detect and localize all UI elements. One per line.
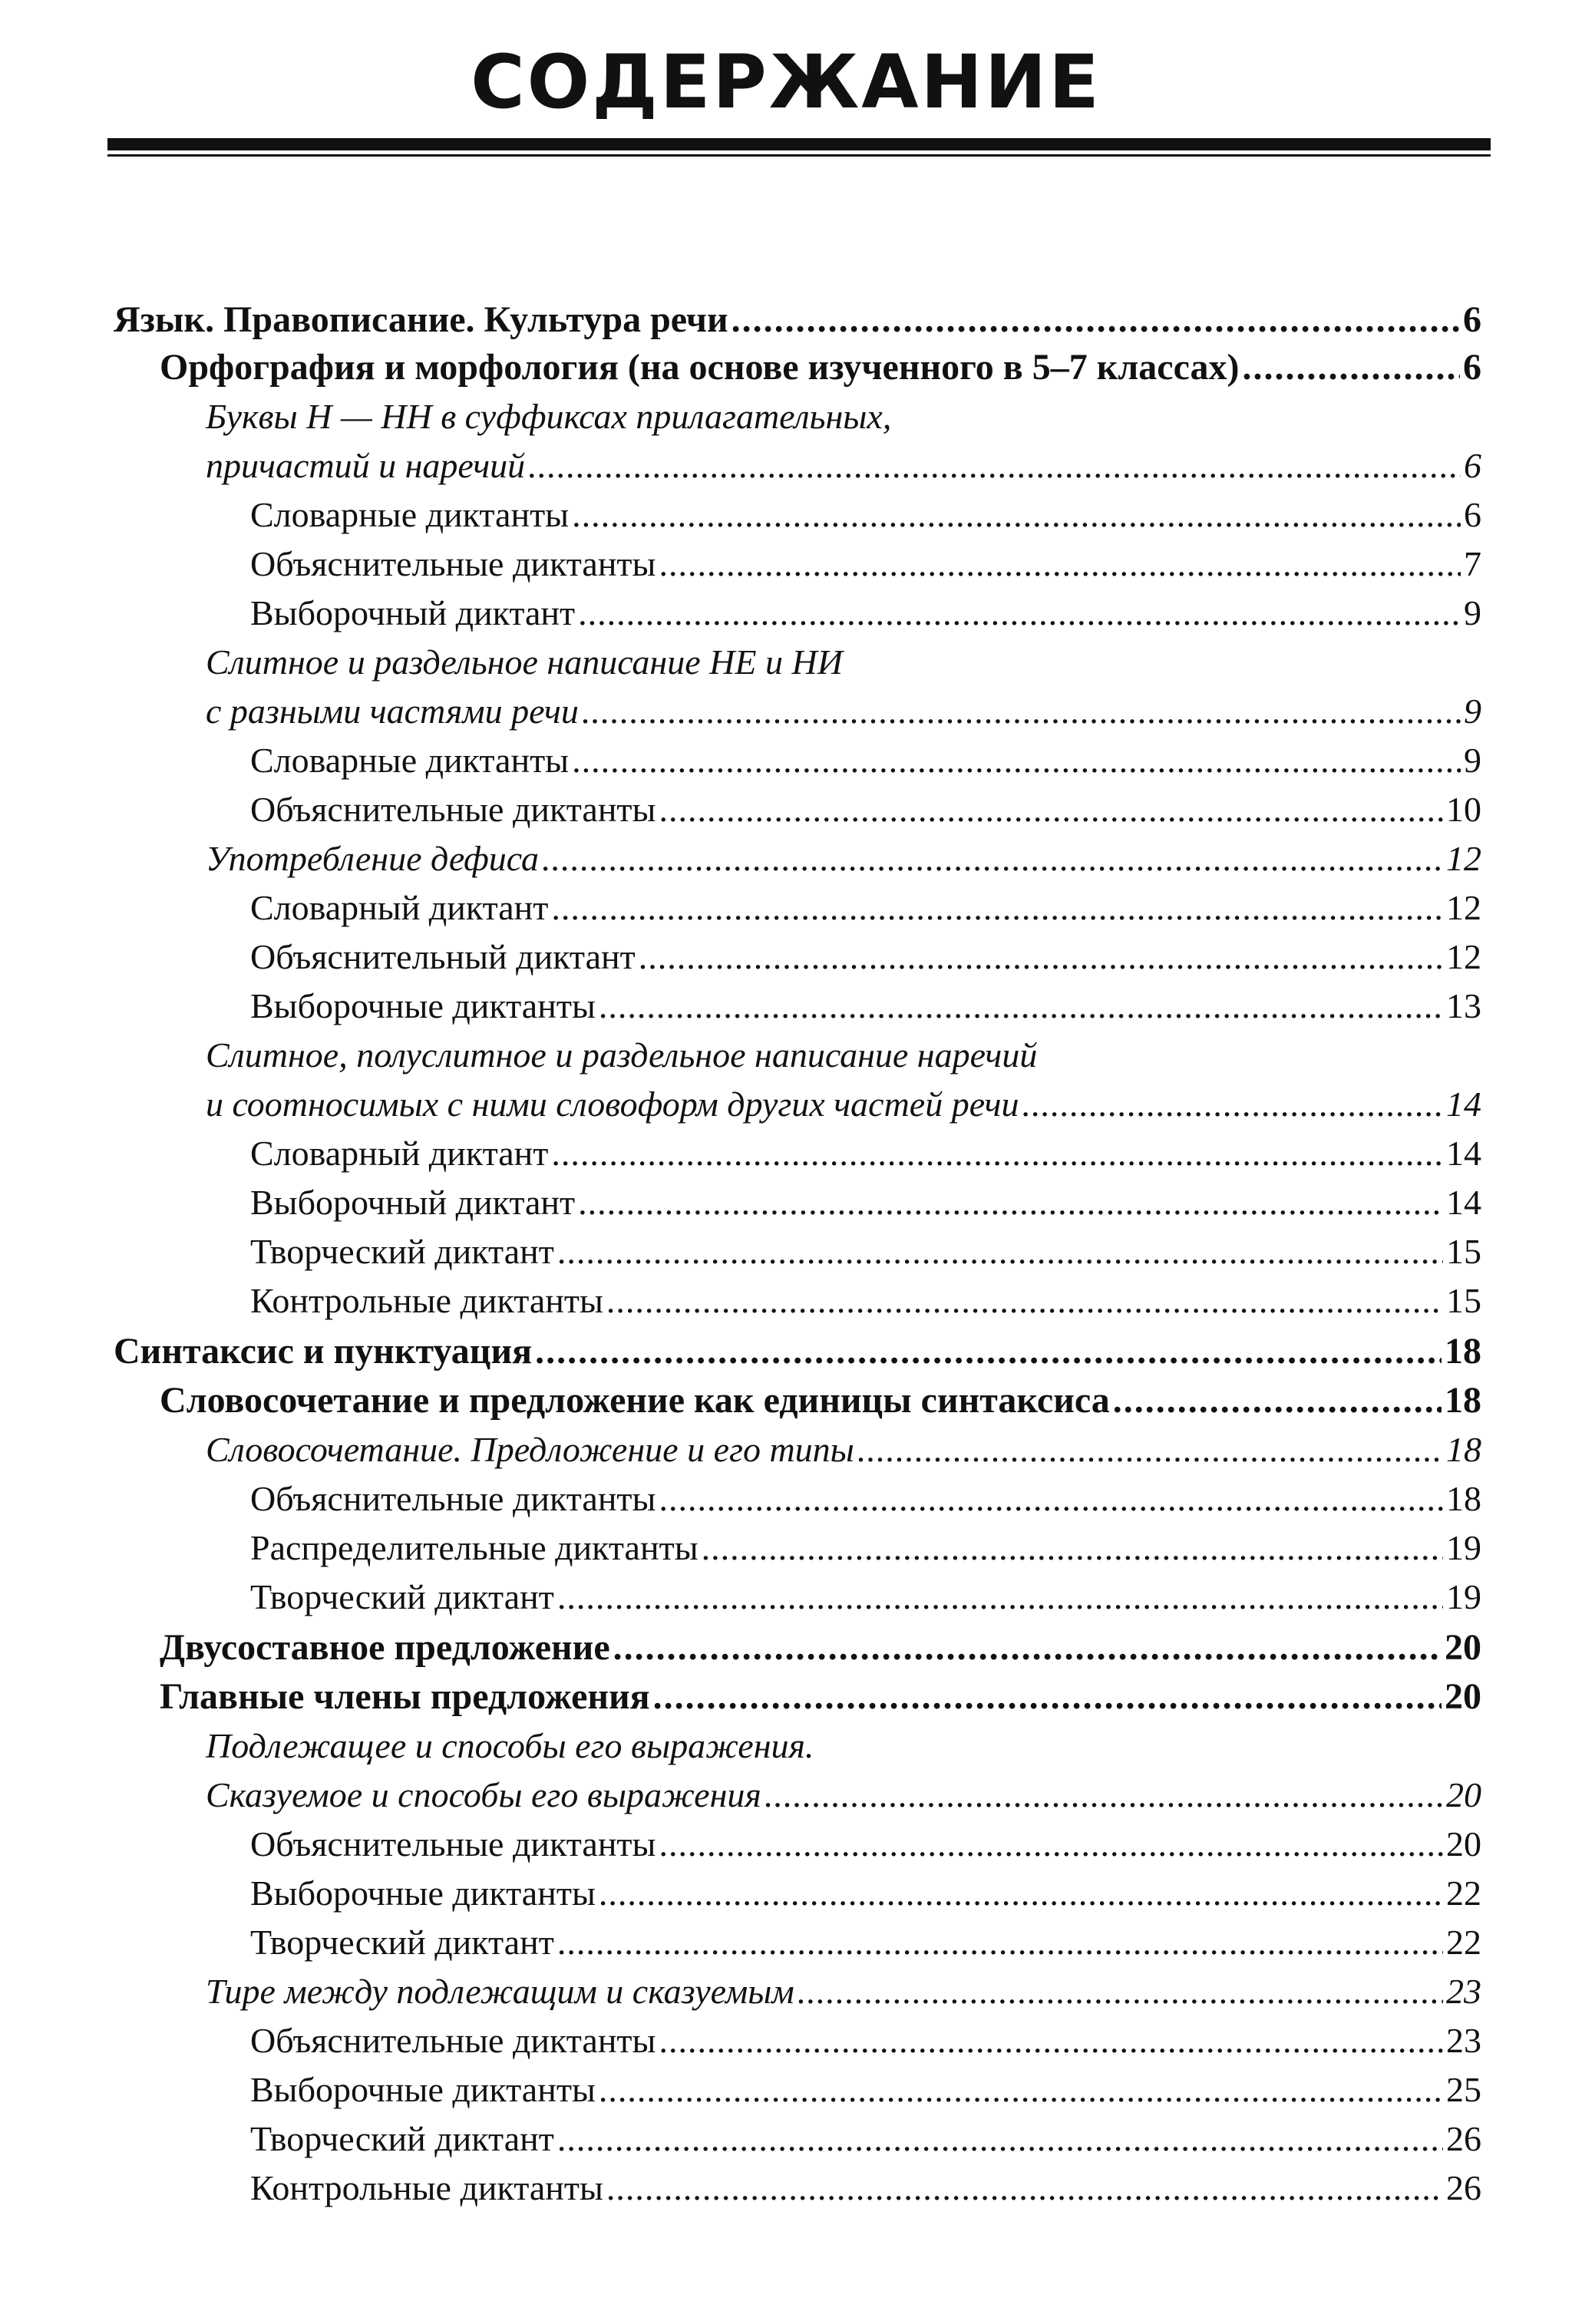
toc-entry-label: Словосочетание. Предложение и его типы [206, 1430, 854, 1469]
toc-entry[interactable] [206, 1426, 1481, 1474]
toc-entry-label: Объяснительные диктанты [250, 544, 656, 583]
toc-entry[interactable] [250, 1277, 1481, 1325]
toc-entry-label: Выборочные диктанты [250, 1873, 596, 1913]
toc-leader-dots [613, 1624, 1442, 1672]
toc-entry-page: 26 [1446, 2119, 1481, 2158]
toc-leader-dots [599, 2066, 1443, 2114]
toc-entry-page: 7 [1464, 544, 1481, 583]
toc-entry-page: 23 [1446, 2021, 1481, 2060]
toc-entry-page: 22 [1446, 1923, 1481, 1962]
toc-leader-dots [551, 884, 1443, 932]
toc-entry-label: Орфография и морфология (на основе изученного в 5–7 классах) [160, 347, 1240, 388]
toc-entry-label: Выборочные диктанты [250, 986, 596, 1025]
toc-entry-label: Главные члены предложения [160, 1676, 650, 1717]
toc-entry[interactable] [250, 1228, 1481, 1276]
toc-entry[interactable] [206, 1968, 1481, 2015]
toc-entry-label: и соотносимых с ними словоформ других частей речи [206, 1084, 1019, 1124]
toc-entry-page: 10 [1446, 790, 1481, 829]
toc-entry-page: 6 [1463, 299, 1481, 340]
toc-entry-label: Объяснительные диктанты [250, 2021, 656, 2060]
toc-entry-page: 18 [1445, 1380, 1481, 1421]
toc-entry-label: Сказуемое и способы его выражения [206, 1775, 761, 1814]
toc-entry-label: причастий и наречий [206, 446, 526, 485]
toc-leader-dots [582, 688, 1461, 735]
toc-entry[interactable] [250, 589, 1481, 637]
toc-entry-label: Тире между подлежащим и сказуемым [206, 1972, 794, 2011]
toc-entry[interactable] [250, 2017, 1481, 2065]
toc-leader-dots [639, 933, 1443, 981]
toc-entry[interactable] [250, 540, 1481, 588]
toc-entry-label: Словарные диктанты [250, 495, 570, 534]
toc-entry-page: 15 [1446, 1281, 1481, 1320]
toc-entry-label: с разными частями речи [206, 692, 579, 731]
toc-entry[interactable] [206, 442, 1481, 490]
toc-entry-label: Объяснительные диктанты [250, 1479, 656, 1518]
toc-entry[interactable] [250, 1130, 1481, 1177]
toc-entry-page: 9 [1464, 692, 1481, 731]
toc-entry-label: Словарные диктанты [250, 741, 570, 780]
toc-entry-label: Творческий диктант [250, 1577, 554, 1616]
toc-leader-dots [572, 491, 1461, 539]
toc-entry-page: 22 [1446, 1873, 1481, 1913]
toc-entry-label-line: Подлежащее и способы его выражения. [206, 1726, 814, 1765]
toc-entry-page: 18 [1446, 1430, 1481, 1469]
toc-leader-dots [606, 2164, 1443, 2212]
toc-entry-label: Выборочный диктант [250, 1183, 576, 1222]
toc-leader-dots [557, 1228, 1443, 1276]
toc-entry-label: Употребление дефиса [206, 839, 540, 878]
toc-entry[interactable] [250, 2066, 1481, 2114]
toc-entry-page: 12 [1446, 839, 1481, 878]
toc-leader-dots [606, 1277, 1443, 1325]
toc-entry[interactable] [250, 1573, 1481, 1621]
toc-entry[interactable] [250, 2115, 1481, 2163]
toc-entry-label: Объяснительный диктант [250, 937, 636, 976]
toc-leader-dots [572, 737, 1461, 784]
toc-entry[interactable] [250, 2164, 1481, 2212]
toc-entry-label: Словарный диктант [250, 888, 549, 927]
toc-entry-label: Синтаксис и пунктуация [114, 1331, 533, 1372]
toc-entry-label-line: Слитное и раздельное написание НЕ и НИ [206, 642, 843, 682]
toc-entry-label: Язык. Правописание. Культура речи [114, 299, 728, 340]
toc-entry-label: Контрольные диктанты [250, 1281, 603, 1320]
toc-entry-label: Объяснительные диктанты [250, 790, 656, 829]
toc-entry-page: 20 [1445, 1676, 1481, 1717]
toc-entry[interactable] [160, 1673, 1481, 1721]
toc-entry[interactable] [250, 982, 1481, 1030]
toc-leader-dots [557, 1919, 1443, 1966]
toc-leader-dots [578, 1179, 1443, 1226]
toc-leader-dots [551, 1130, 1443, 1177]
toc-entry-page: 26 [1446, 2168, 1481, 2207]
toc-entry[interactable] [206, 835, 1481, 883]
toc-entry-page: 18 [1446, 1479, 1481, 1518]
toc-entry-label: Словосочетание и предложение как единицы синтаксиса [160, 1380, 1110, 1421]
toc-entry-page: 14 [1446, 1183, 1481, 1222]
toc-entry[interactable] [206, 1771, 1481, 1819]
toc-entry-label: Творческий диктант [250, 1923, 554, 1962]
toc-entry-label: Контрольные диктанты [250, 2168, 603, 2207]
toc-entry-label: Выборочные диктанты [250, 2070, 596, 2109]
toc-entry-page: 14 [1446, 1134, 1481, 1173]
toc-entry[interactable] [250, 737, 1481, 784]
toc-leader-dots [1242, 344, 1460, 391]
toc-entry[interactable] [250, 1179, 1481, 1226]
toc-entry[interactable] [250, 1919, 1481, 1966]
toc-leader-dots [765, 1771, 1443, 1819]
toc-leader-dots [732, 296, 1460, 344]
toc-leader-dots [599, 982, 1443, 1030]
toc-leader-dots [798, 1968, 1443, 2015]
toc-entry-label: Объяснительные диктанты [250, 1824, 656, 1863]
toc-leader-dots [557, 1573, 1443, 1621]
toc-leader-dots [659, 2017, 1443, 2065]
toc-leader-dots [702, 1524, 1443, 1572]
toc-leader-dots [578, 589, 1461, 637]
toc-entry-page: 9 [1464, 593, 1481, 632]
toc-entry[interactable] [206, 1081, 1481, 1128]
toc-leader-dots [557, 2115, 1443, 2163]
page-title: СОДЕРЖАНИЕ [471, 39, 1101, 125]
toc-entry[interactable] [250, 884, 1481, 932]
toc-entry[interactable] [114, 296, 1481, 344]
toc-entry-page: 6 [1464, 495, 1481, 534]
toc-entry-page: 6 [1464, 446, 1481, 485]
toc-leader-dots [659, 786, 1443, 834]
toc-entry-page: 12 [1446, 937, 1481, 976]
toc-entry-page: 14 [1446, 1084, 1481, 1124]
toc-entry-label: Распределительные диктанты [250, 1528, 698, 1567]
toc-entry[interactable] [250, 933, 1481, 981]
toc-entry-page: 15 [1446, 1232, 1481, 1271]
toc-entry[interactable] [250, 1524, 1481, 1572]
toc-entry-label: Творческий диктант [250, 2119, 554, 2158]
toc-entry[interactable] [206, 688, 1481, 735]
toc-entry[interactable] [250, 786, 1481, 834]
toc-entry-page: 19 [1446, 1528, 1481, 1567]
toc-leader-dots [535, 1328, 1442, 1375]
toc-entry-page: 20 [1445, 1627, 1481, 1668]
toc-leader-dots [659, 1475, 1443, 1523]
toc-entry-page: 18 [1445, 1331, 1481, 1372]
toc-leader-dots [659, 1821, 1443, 1868]
toc-entry[interactable] [160, 344, 1481, 391]
toc-entry[interactable] [250, 491, 1481, 539]
toc-entry-page: 25 [1446, 2070, 1481, 2109]
toc-entry-label: Словарный диктант [250, 1134, 549, 1173]
toc-leader-dots [542, 835, 1443, 883]
toc-entry-label-line: Слитное, полуслитное и раздельное написание наречий [206, 1035, 1038, 1075]
toc-entry-label: Выборочный диктант [250, 593, 576, 632]
toc-entry[interactable] [160, 1377, 1481, 1424]
toc-leader-dots [653, 1673, 1442, 1721]
toc-entry-page: 13 [1446, 986, 1481, 1025]
toc-leader-dots [857, 1426, 1443, 1474]
toc-entry[interactable] [250, 1870, 1481, 1917]
toc-entry-page: 20 [1446, 1775, 1481, 1814]
toc-entry[interactable] [250, 1475, 1481, 1523]
toc-entry-label-line: Буквы Н — НН в суффиксах прилагательных, [206, 397, 892, 436]
toc-entry[interactable] [250, 1821, 1481, 1868]
toc-leader-dots [599, 1870, 1443, 1917]
toc-entry-page: 23 [1446, 1972, 1481, 2011]
toc-entry[interactable] [114, 1328, 1481, 1375]
toc-entry-label: Двусоставное предложение [160, 1627, 610, 1668]
toc-leader-dots [1113, 1377, 1442, 1424]
toc-entry-page: 19 [1446, 1577, 1481, 1616]
toc-entry-label: Творческий диктант [250, 1232, 554, 1271]
toc-leader-dots [528, 442, 1461, 490]
toc-leader-dots [1022, 1081, 1443, 1128]
toc-entry-page: 9 [1464, 741, 1481, 780]
toc-entry-page: 20 [1446, 1824, 1481, 1863]
toc-entry-page: 12 [1446, 888, 1481, 927]
toc-leader-dots [659, 540, 1461, 588]
toc-entry-page: 6 [1463, 347, 1481, 388]
toc-entry[interactable] [160, 1624, 1481, 1672]
